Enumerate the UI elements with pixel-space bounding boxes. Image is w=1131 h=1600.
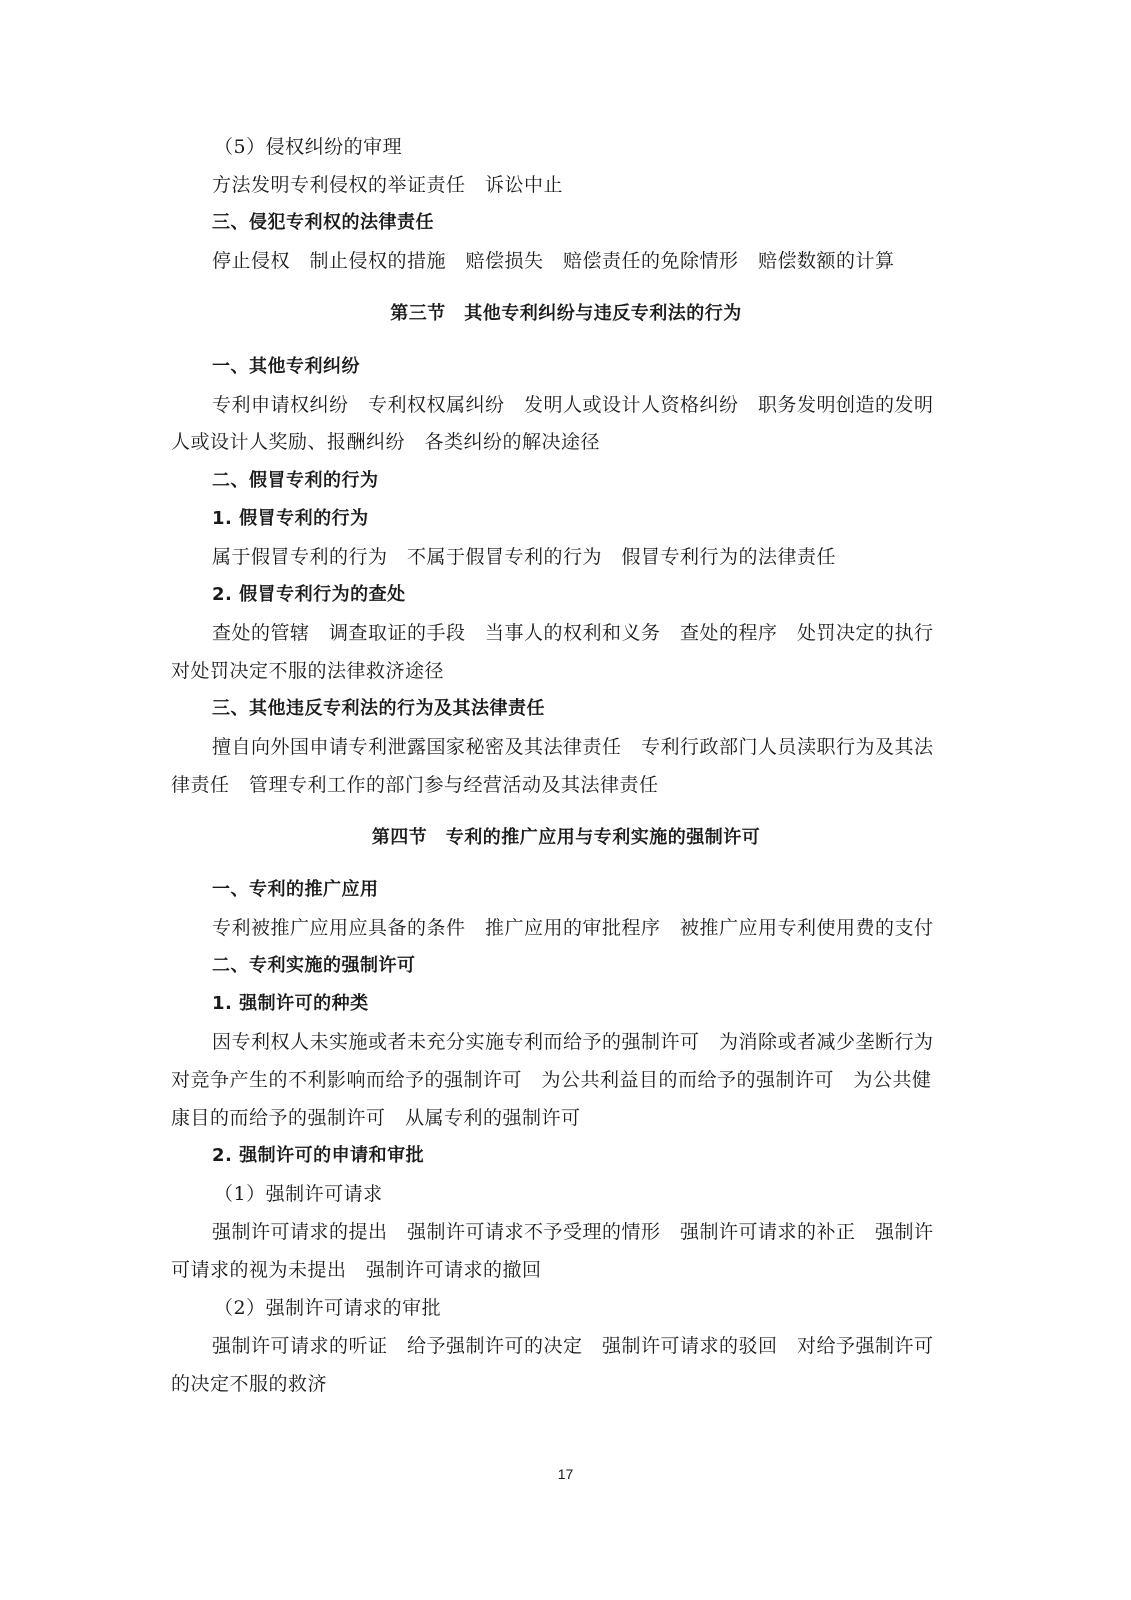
section-heading: 一、专利的推广应用: [212, 879, 379, 900]
body-text: 擅自向外国申请专利泄露国家秘密及其法律责任 专利行政部门人员渎职行为及其法: [212, 736, 934, 758]
body-text: 强制许可请求的提出 强制许可请求不予受理的情形 强制许可请求的补正 强制许: [212, 1221, 934, 1243]
subsection-heading: （1）强制许可请求: [214, 1183, 383, 1205]
body-text: 对竞争产生的不利影响而给予的强制许可 为公共利益目的而给予的强制许可 为公共健: [171, 1069, 932, 1091]
section-heading: 一、其他专利纠纷: [212, 356, 360, 377]
body-text: 专利申请权纠纷 专利权权属纠纷 发明人或设计人资格纠纷 职务发明创造的发明: [212, 394, 934, 416]
subsection-heading: （2）强制许可请求的审批: [214, 1297, 442, 1319]
numbered-heading: 1. 强制许可的种类: [212, 993, 369, 1014]
body-text: 停止侵权 制止侵权的措施 赔偿损失 赔偿责任的免除情形 赔偿数额的计算: [212, 250, 895, 272]
section-heading: 三、侵犯专利权的法律责任: [212, 212, 434, 233]
body-text: 对处罚决定不服的法律救济途径: [171, 660, 445, 682]
numbered-heading: 2. 强制许可的申请和审批: [212, 1145, 425, 1166]
body-text: 人或设计人奖励、报酬纠纷 各类纠纷的解决途径: [171, 431, 601, 453]
body-text: 查处的管辖 调查取证的手段 当事人的权利和义务 查处的程序 处罚决定的执行: [212, 622, 934, 644]
page-number: 17: [557, 1466, 574, 1482]
subsection-heading: （5）侵权纠纷的审理: [214, 136, 403, 158]
body-text: 专利被推广应用应具备的条件 推广应用的审批程序 被推广应用专利使用费的支付: [212, 917, 934, 939]
body-text: 律责任 管理专利工作的部门参与经营活动及其法律责任: [171, 774, 659, 796]
numbered-heading: 1. 假冒专利的行为: [212, 508, 369, 529]
body-text: 强制许可请求的听证 给予强制许可的决定 强制许可请求的驳回 对给予强制许可: [212, 1335, 934, 1357]
body-text: 属于假冒专利的行为 不属于假冒专利的行为 假冒专利行为的法律责任: [212, 546, 837, 568]
chapter-section-title: 第四节 专利的推广应用与专利实施的强制许可: [371, 827, 761, 848]
body-text: 可请求的视为未提出 强制许可请求的撤回: [171, 1259, 542, 1281]
body-text: 康目的而给予的强制许可 从属专利的强制许可: [171, 1107, 581, 1129]
chapter-section-title: 第三节 其他专利纠纷与违反专利法的行为: [390, 303, 742, 324]
body-text: 因专利权人未实施或者未充分实施专利而给予的强制许可 为消除或者减少垄断行为: [212, 1031, 934, 1053]
section-heading: 三、其他违反专利法的行为及其法律责任: [212, 698, 545, 719]
section-heading: 二、假冒专利的行为: [212, 470, 379, 491]
numbered-heading: 2. 假冒专利行为的查处: [212, 584, 406, 605]
body-text: 方法发明专利侵权的举证责任 诉讼中止: [212, 174, 564, 196]
body-text: 的决定不服的救济: [171, 1373, 328, 1395]
section-heading: 二、专利实施的强制许可: [212, 955, 416, 976]
